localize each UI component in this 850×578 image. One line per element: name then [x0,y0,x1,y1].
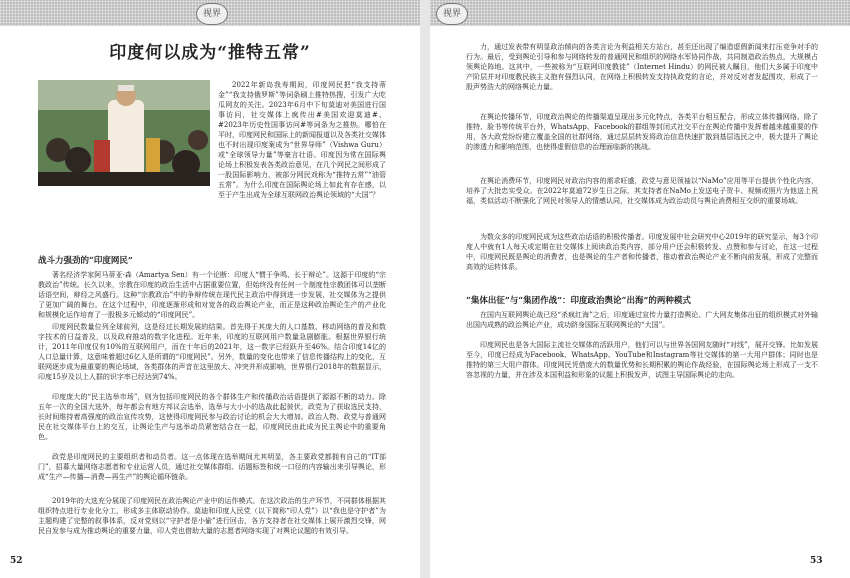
section-heading: “集体出征”与“集团作战”：印度政治舆论“出海”的两种模式 [466,296,691,306]
paragraph: 印度庞大的“民主选举市场”，则为包括印度网民的各个群体生产和传播政治话语提供了源源不断的动力。除五年一次的全国大选外，每年都会有地方邦议会选举，选举与大小小的选战此起彼伏，政党为了获取选民支持，长时间维持着高强度的政治宣传攻势，这使得印度网民参与政治讨论的机会大大增加。政治人物、政党与普通网民在社交媒体平台上的交互，让舆论生产与选举动员紧密结合在一起，印度网民由此成为民主舆论中的重要角色。 [38,393,386,441]
left-page [0,26,420,564]
page-header-right [430,0,850,26]
section-heading: 战斗力强劲的“印度网民” [38,256,133,266]
paragraph: 2022年新岛我寿期间，印度网民把“我支持蒂金”“我支持俄罗斯”等词条刷上推特热搜，引发广大吃瓜网友的关注。2023年6月中下旬莫迪对美国进行国事访问，社交媒体上疯传出#美国欢迎莫迪#、#2023年历史性国事访问#等词条为之推热。哪怕在平时，印度网民和国际上的新闻报道以及各类社交媒体也不时出现印度案成为“世界导师”（Vishwa Guru）或“全球领导力量”等豪言壮语。印度因为常在国际舆论场上积极发表各类政治意见，在几个网民之间形成了一股国际影响力，被部分网民戏称为“推特五常”“油管五常”。为什么印度在国际舆论场上如此有存在感，以至于产生出成为全球互联网政治舆论领域的“大国”？ [218,81,386,199]
page-number-right [810,556,823,566]
article-title: 印度何以成为“推特五常” [109,43,311,63]
page-gutter [420,0,430,578]
right-page [430,26,850,564]
section-badge-right: 视界 [436,3,468,25]
page-number-right-value: 53 [810,556,823,566]
crowd-photo-illustration [38,80,210,186]
paragraph: 2019年的大选充分展现了印度网民在政治舆论产业中的运作模式。在这次政治的生产环节，不同群体根据其组织特点进行专业化分工，形成多主体联动协作。莫迪和印度人民党（以下简称“印人党”）以“我也是守护者”为主题构建了完整的叙事体系，反对党则以“守护者是小偷”进行回击，各方支持者在社交媒体上展开激烈交锋，网民自发参与成为推动舆论的重要力量，印人党也借助大量的志愿者网络实现了对舆论议题的有效引导。 [38,497,386,535]
paragraph: 著名经济学家阿马蒂亚·森（Amartya Sen）有一个论断：印度人“惯于争鸣、长于辩论”。这源于印度的“宗教政治”传统。长久以来，宗教在印度的政治生活中占据重要位置，但始终没有任何一个制度性宗教团体可以垄断话语空间，辩经之风盛行。这种“宗教政治”中的争辩传统在现代民主政治中得到进一步发展，社交媒体为之提供了更加广阔的舞台。在这个过程中，印度逐渐形成和对宽各的政治舆论产业，而正是这种政治舆论生产的产业化和规模化运作培育了一股极多元倾动的“印度网民”。 [38,271,386,319]
page-number-left-value: 52 [10,556,23,566]
paragraph: 在舆论传播环节，印度政治舆论的传播渠道呈现出多元化特点，各类平台相互配合，形成立体传播网络。除了推特、脸书等传统平台外，WhatsApp、Facebook的群组等封闭式社交平台在舆论传播中发挥着越来越重要的作用，各大政党纷纷建立覆盖全国的社群网络，通过层层转发将政治信息快速扩散到基层选民之中，极大提升了舆论的渗透力和影响范围，也使得虚假信息的治理面临新的挑战。 [466,113,818,151]
paragraph: 印度网民也是各大国际主流社交媒体的活跃用户，他们可以与世界各国网友随时“对线”，展开交锋。比如发展至今，印度已经成为Facebook、WhatsApp、YouTube和Instagram等社交媒体的第一大用户群体；同时也是推特的第三大用户群体。印度网民凭借庞大的数量优势和长期积累的舆论作战经验，在国际舆论场上形成了一支不容忽视的力量，并在涉及本国利益和形象的议题上积极发声，试图主导国际舆论的走向。 [466,341,818,379]
paragraph: 在舆论消费环节，印度网民对政治内容的需求旺盛，政党与意见领袖以“NaMo”应用等平台提供个性化内容，培养了大批忠实受众。在2022年莫迪72岁生日之际，其支持者在NaMo上发送电子贺卡、视频或照片为他送上祝福，类似活动不断强化了网民对领导人的情感认同，社交媒体成为政治动员与舆论消费相互交织的重要场域。 [466,177,818,205]
paragraph: 为数众多的印度网民成为这些政治话语的积极传播者。印度发展中社会研究中心2019年的研究显示，每3个印度人中就有1人每天或定期在社交媒体上阅读政治类内容，部分用户还会积极转发、点赞和参与讨论，在这一过程中，印度网民既是舆论的消费者，也是舆论的生产者和传播者，推动着政治舆论产业不断向前发展，形成了完整而高效的运转体系。 [466,233,818,271]
page-header-left [0,0,420,26]
paragraph: 政党是印度网民的主要组织者和动员者。这一点体现在选举期间尤其明显，各主要政党都拥有自己的“IT部门”，招募大量网络志愿者和专业运营人员，通过社交媒体群组、话题标签和统一口径的内容输出来引导舆论，形成“生产—传播—消费—再生产”的舆论循环链条。 [38,453,386,481]
paragraph: 在国内互联网舆论战已经“杀疯红海”之后，印度通过宣传力量打造舆论、广大网友集体出征的组织模式对外输出国内成熟的政治舆论产业，成功跻身国际互联网舆论的“大国”。 [466,311,818,329]
article-photo [38,80,210,186]
paragraph: 力，通过发表带有明显政治倾向的各类言论为利益相关方站台，甚至还出现了编造虚假新闻来打压竞争对手的行为。最后，受到舆论引导和参与网络转发的普通网民和组织的网络水军协同作战，共同制造政治热点，大规模占领舆论阵地。这其中，一些被称为“互联网印度教徒”（Internet Hindu）的网民被人瞩目，他们大多属于印度中产阶层并对印度教民族主义抱有强烈认同，在网络上积极转发支持执政党的言论，并对反对者发起围攻，形成了一股声势浩大的网络舆论力量。 [466,43,818,91]
section-badge-left: 视界 [196,3,228,25]
paragraph: 印度网民数量位列全球前列，这是经过长期发展的结果。首先得于其庞大的人口基数、移动网络的普及和数字技术的日益普及，以及政府推动的数字化进程。近年来，印度的互联网用户数量急剧膨胀。根据世界银行统计，2011年印度仅有10%的互联网用户，而在十年后的2021年，这一数字已经跃升至46%。结合印度14亿的人口总量计算，这意味着超过6亿人是所谓的“印度网民”。另外，数量的变化也带来了信息传播结构上的变化，互联网逐步成为最重要的舆论场域，各类群体的声音在这里放大、冲突并形成影响，世界银行2018年的数据显示，印度15岁及以上人群的识字率已经达到74%。 [38,323,386,381]
page-number-left [10,556,23,566]
